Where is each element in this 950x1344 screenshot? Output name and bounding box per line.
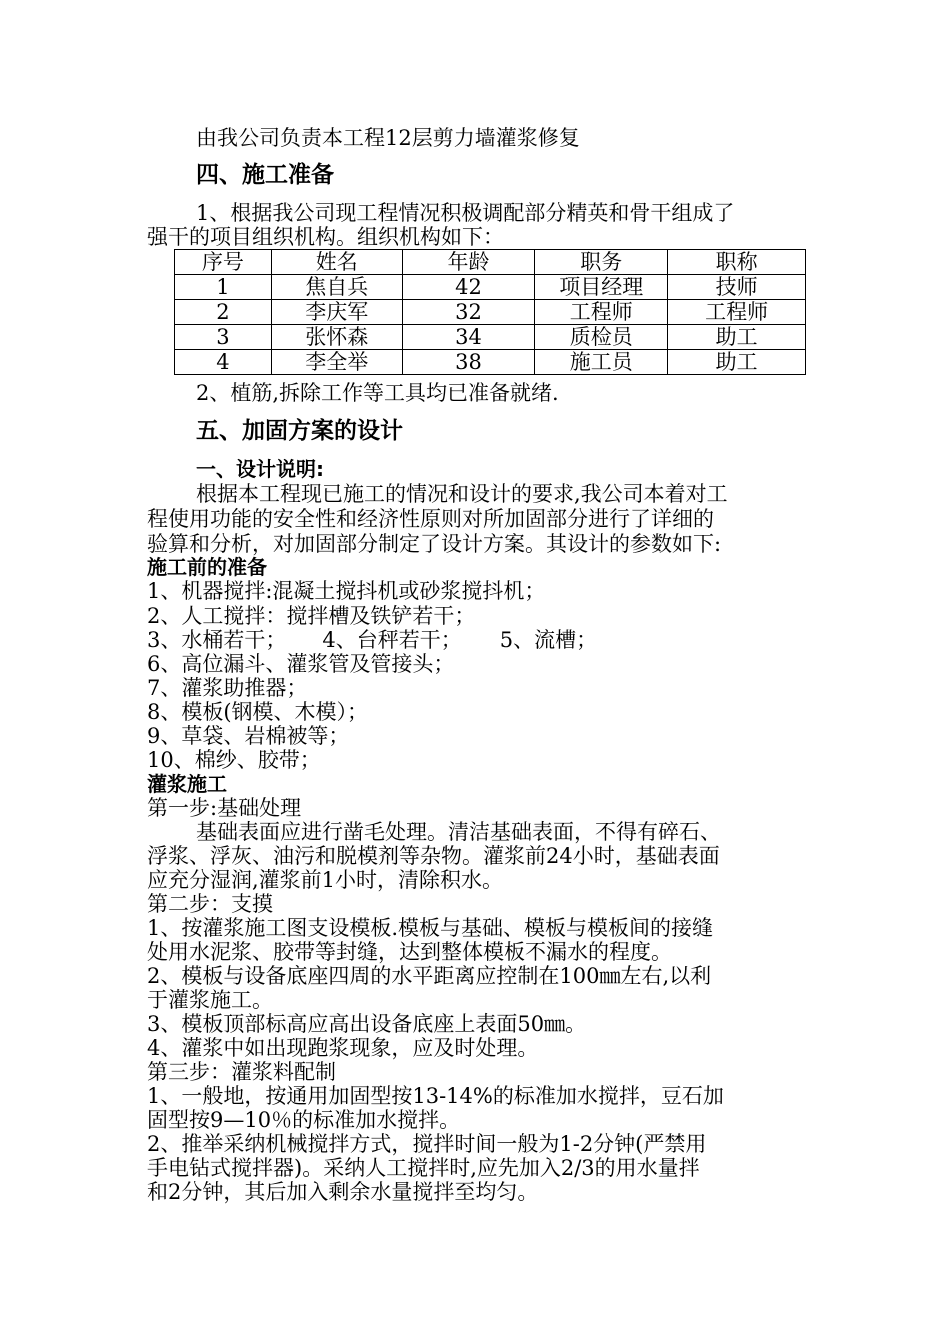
table-cell: 质检员	[535, 325, 668, 350]
step-2-line: 1、按灌浆施工图支设模板.模板与基础、模板与模板间的接缝	[147, 916, 714, 940]
list-item: 6、高位漏斗、灌浆管及管接头；	[147, 652, 455, 676]
step-2-line: 2、模板与设备底座四周的水平距离应控制在100㎜左右,以利	[147, 964, 712, 988]
list-item: 10、棉纱、胶带；	[147, 748, 321, 772]
section-4-heading: 四、施工准备	[196, 162, 334, 188]
step-1-line: 基础表面应进行凿毛处理。清洁基础表面，不得有碎石、	[196, 820, 721, 844]
list-item: 1、机器搅拌:混凝土搅抖机或砂浆搅抖机；	[147, 579, 546, 603]
list-item: 7、灌浆助推器；	[147, 676, 308, 700]
step-3-line: 2、推举采纳机械搅拌方式，搅拌时间一般为1-2分钟(严禁用	[147, 1132, 707, 1156]
table-header-cell: 序号	[175, 250, 272, 275]
list-item-row	[147, 628, 807, 652]
table-cell: 工程师	[668, 300, 806, 325]
list-item: 5、流槽；	[499, 628, 598, 652]
step-3-line: 和2分钟，其后加入剩余水量搅拌至均匀。	[147, 1180, 539, 1204]
table-row	[175, 325, 806, 350]
preparation-heading: 施工前的准备	[147, 555, 267, 579]
step-3-line: 手电钻式搅拌器)。采纳人工搅拌时,应先加入2/3的用水量拌	[147, 1156, 700, 1180]
table-cell: 施工员	[535, 350, 668, 375]
intro-text: 由我公司负责本工程12层剪力墙灌浆修复	[196, 126, 580, 150]
step-2-heading: 第二步：支摸	[147, 892, 273, 916]
table-cell: 焦自兵	[271, 275, 402, 300]
step-2-line: 处用水泥浆、胶带等封缝，达到整体模板不漏水的程度。	[147, 940, 672, 964]
step-3-line: 1、一般地，按通用加固型按13-14%的标准加水搅拌，豆石加	[147, 1084, 724, 1108]
design-line-3: 验算和分析，对加固部分制定了设计方案。其设计的参数如下:	[147, 532, 722, 556]
table-cell: 助工	[668, 350, 806, 375]
design-line-1: 根据本工程现已施工的情况和设计的要求,我公司本着对工	[196, 482, 728, 506]
list-item: 4、台秤若干；	[322, 628, 462, 652]
design-notes-heading: 一、设计说明:	[196, 457, 324, 481]
list-item: 2、人工搅拌：搅拌槽及铁铲若干；	[147, 604, 476, 628]
step-3-line: 固型按9—10％的标准加水搅拌。	[147, 1108, 461, 1132]
table-cell: 李庆军	[271, 300, 402, 325]
section-5-heading: 五、加固方案的设计	[196, 418, 403, 444]
paragraph-2: 2、植筋,拆除工作等工具均已准备就绪.	[196, 381, 559, 405]
table-row	[175, 350, 806, 375]
table-cell: 助工	[668, 325, 806, 350]
table-cell: 1	[175, 275, 272, 300]
grouting-heading: 灌浆施工	[147, 772, 227, 796]
table-cell: 工程师	[535, 300, 668, 325]
paragraph-1-line-2: 强干的项目组织机构。组织机构如下：	[147, 225, 504, 249]
table-cell: 李全举	[271, 350, 402, 375]
table-header-cell: 职称	[668, 250, 806, 275]
table-cell: 2	[175, 300, 272, 325]
table-cell: 34	[402, 325, 535, 350]
step-2-line: 3、模板顶部标高应高出设备底座上表面50㎜。	[147, 1012, 587, 1036]
list-item: 8、模板(钢模、木模）；	[147, 700, 369, 724]
table-cell: 技师	[668, 275, 806, 300]
table-header-cell: 姓名	[271, 250, 402, 275]
table-cell: 3	[175, 325, 272, 350]
organization-table	[174, 249, 806, 375]
step-3-heading: 第三步：灌浆料配制	[147, 1060, 336, 1084]
table-cell: 4	[175, 350, 272, 375]
table-row	[175, 275, 806, 300]
step-1-line: 应充分湿润,灌浆前1小时，清除积水。	[147, 868, 504, 892]
table-cell: 项目经理	[535, 275, 668, 300]
list-item: 9、草袋、岩棉被等；	[147, 724, 350, 748]
paragraph-1-line-1: 1、根据我公司现工程情况积极调配部分精英和骨干组成了	[196, 201, 735, 225]
step-2-line: 4、灌浆中如出现跑浆现象，应及时处理。	[147, 1036, 539, 1060]
table-cell: 32	[402, 300, 535, 325]
table-row	[175, 300, 806, 325]
table-header-cell: 年龄	[402, 250, 535, 275]
table-header-row	[175, 250, 806, 275]
step-2-line: 于灌浆施工。	[147, 988, 273, 1012]
step-1-line: 浮浆、浮灰、油污和脱模剂等杂物。灌浆前24小时，基础表面	[147, 844, 720, 868]
table-cell: 张怀森	[271, 325, 402, 350]
table-cell: 38	[402, 350, 535, 375]
table-cell: 42	[402, 275, 535, 300]
list-item: 3、水桶若干；	[147, 628, 287, 652]
step-1-heading: 第一步:基础处理	[147, 796, 302, 820]
table-header-cell: 职务	[535, 250, 668, 275]
design-line-2: 程使用功能的安全性和经济性原则对所加固部分进行了详细的	[147, 507, 714, 531]
